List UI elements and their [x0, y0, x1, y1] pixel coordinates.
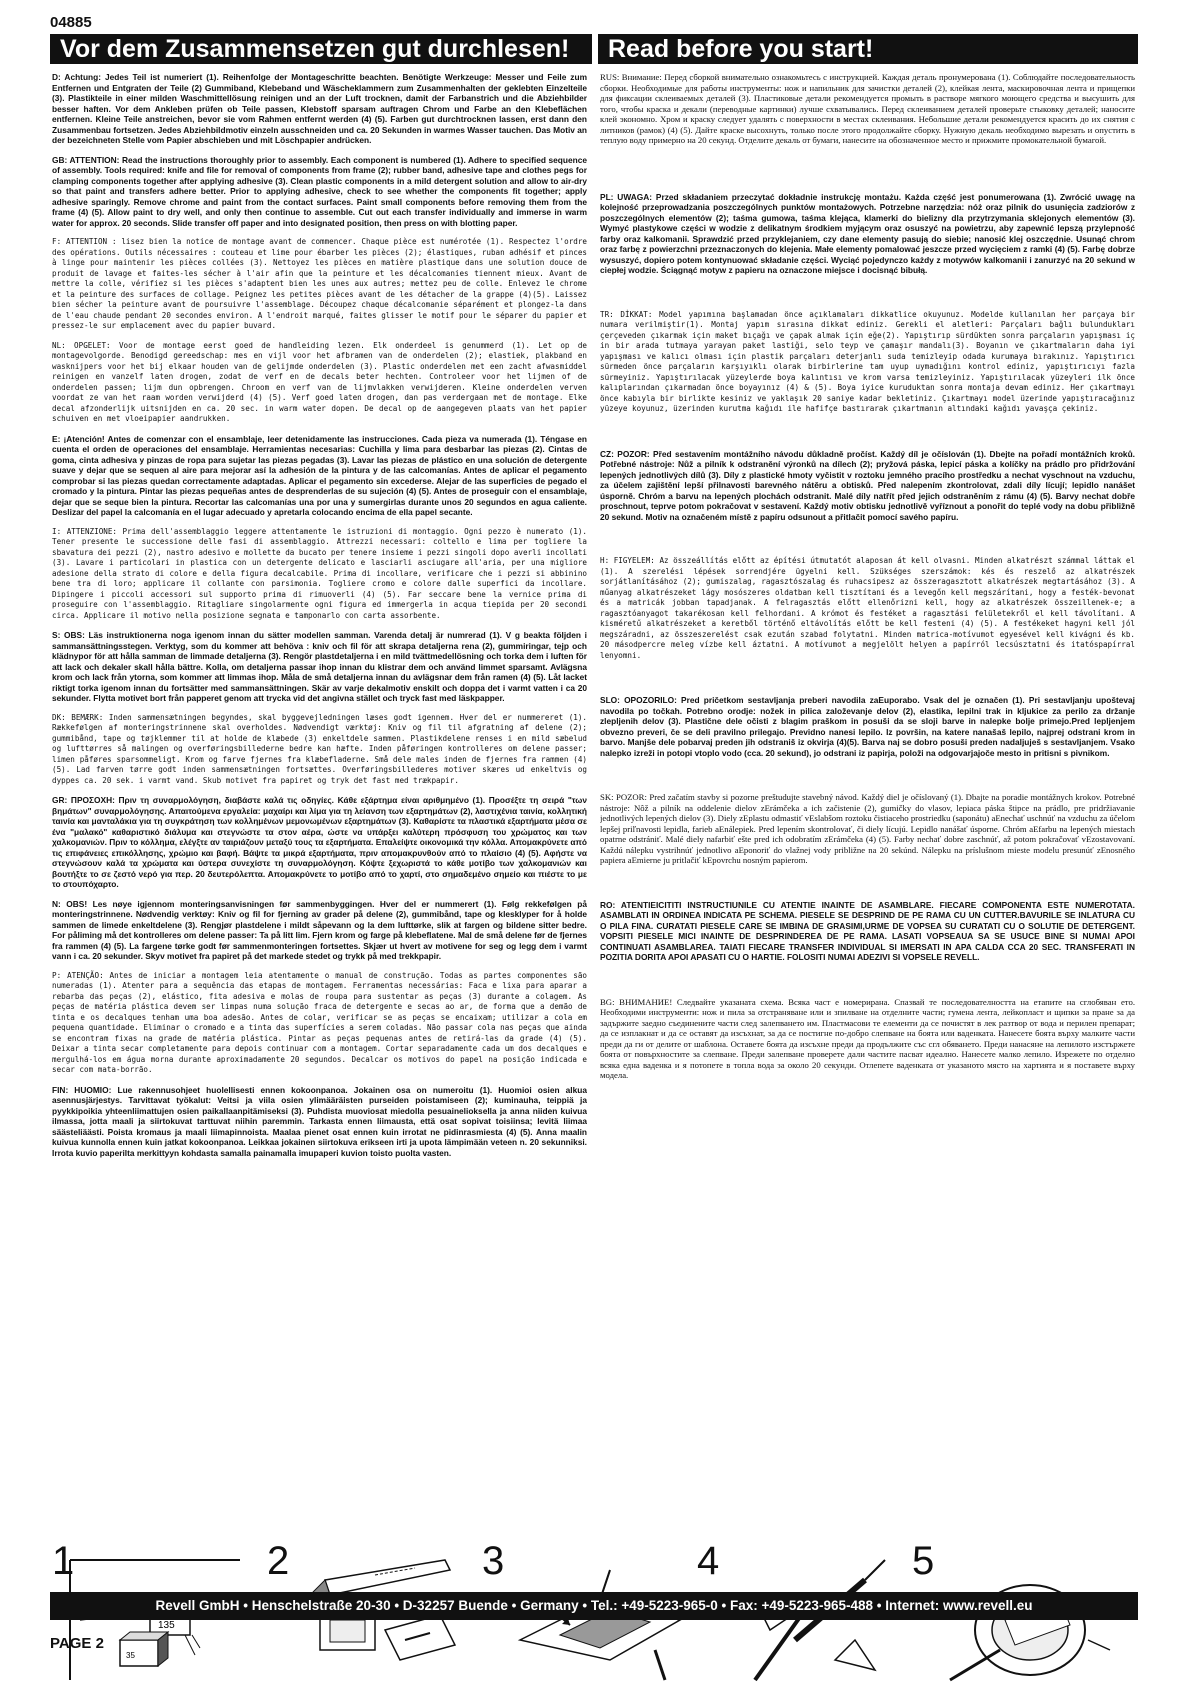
svg-text:35: 35 — [126, 1651, 135, 1660]
paragraph-bg: BG: ВНИМАНИЕ! Следвайте указаната схема. Всяка част е номерирана. Спазвай те последователността на етапите на сглобяван ето. Необходими инструменти: нож и пила за отстраняване или и зпилване на отделните части; гумена лента, лейкопласт и щипки за пране за да задържите заедно съединените части след залепването им. Пластмасови те елементи да се почистят в лек разтвор от вода и перилен препарат; да се изплакнат и да се оставят да изсъхнат, за да се постигне по-добро слепване на боята или ваденката. Нанесете боята върху малките части преди да ги от делите от шаблона. Оставете боята да изсъхне преди да продължите със сгл обяването. Преди нанасяне на лепилото изстържете боята от повърхностите за слепване. Преди залепване проверете дали частите пасват идеално. Нанесете малко лепило. Изрежете по отделно всяка една ваденка и я потопете в топла вода за около 20 секунди. Отлепете ваденката от указаното място на хартията и я поставете върху модела. — [600, 996, 1135, 1080]
paragraph-es: E: ¡Atención! Antes de comenzar con el ensamblaje, leer detenidamente las instrucciones. Cada pieza va numerada (1). Téngase en cuenta el orden de operaciones del ensamblaje. Herramientas necesarias: Cuchilla y lima para desbarbar las piezas (2). Cintas de goma, cinta adhesiva y pinzas de ropa para sujetar las piezas pegadas (3). Lavar las piezas de plástico en una solución de detergente suave y dejar que se sequen al aire para mejorar así la adhesión de la pintura y de las calcomanías. Antes de aplicar el pegamento comprobar si las piezas quedan correctamente adaptadas. Aplicar el pegamento sin excederse. Alejar de las superficies de pegado el cromado y la pintura. Pintar las piezas pequeñas antes de desprenderlas de su sujeción (4) (5). Antes de proseguir con el ensamblaje, dejar que se seque bien la pintura. Recortar las calcomanías una por una y sumergirlas durante unos 20 segundos en agua caliente. Deslizar del papel la calcomanía en el lugar adecuado y apretarla colocando encima de ella papel secante. — [52, 433, 587, 517]
step-number: 4 — [697, 1540, 720, 1583]
paragraph-se: S: OBS: Läs instruktionerna noga igenom innan du sätter modellen samman. Varenda detalj är numrerad (1). V g beakta följden i sammansättningsstegen. Verktyg, som du kommer att behöva : kniv och fil för att skrapa detaljerna rena (2), gummiringar, tejp och klädnypor för att hålla samman de limmade detaljerna (3). Rengör plastdetaljerna i en mild tvättmedellösning och torka dem i luften för att lack och dekaler skall hålla bättre. Kolla, om detaljerna passar ihop innan du klistrar dem och använd limmet sparsamt. Avlägsna krom och lack från ytorna, som kommer att limmas ihop. Måla de små detaljerna innan du avlägsnar dem från ramen (4) (5). Låt lacket riktigt torka igenom innan du fortsätter med sammansättningen. Skär av varje dekalmotiv enskilt och doppa det i varmt vatten i ca 20 sekunder. Flytta motivet bort från papperet genom att trycka vid det angivna stället och tryck fast med läskpapper. — [52, 630, 587, 703]
paragraph-slo: SLO: OPOZORILO: Pred pričetkom sestavljanja preberi navodila zaEuporabo. Vsak del je označen (1). Pri sestavljanju upoštevaj navodila po točkah. Potrebno orodje: nožek in pilica založevanje delov (2), elastika, lepilni trak in kljukice za perilo za držanje zlepljenih delov (3). Plastične dele očisti z blagim praškom in posuši da se sloji barve in nalepke bolje primejo.Pred lepljenjem obvezno preveri, če se deli pravilno prilegajo. Previdno nanesi lepilo. Iz površin, na katere nanašaš lepilo, najprej odstrani krom in barvo. Manjše dele pobarvaj preden jih odstraniš iz okvirja (4)(5). Barva naj se dobro posuši preden nadaljuješ s sestavljanjem. Vsako nalepko izreži in potopi vtoplo vodo (cca. 20 sekund), jo odstrani iz papirja, položi na odgovarjajoče mesto in pritisni s pivnikom. — [600, 695, 1135, 758]
step-number: 1 — [52, 1540, 75, 1583]
document-code: 04885 — [50, 14, 92, 31]
paragraph-tr: TR: DİKKAT: Model yapımına başlamadan önce açıklamaları dikkatlice okuyunuz. Modelde kullanılan her parçaya bir numara verilmiştir(1). Montaj yapım sırasına dikkat ediniz. Gerekli el aletleri: Parçaları bağlı bulundukları çerçeveden çıkarmak için maket bıçağı ve çapak almak için eğe(2). Yapıştırıp sürdükten sonra parçaların yapışması iç in bir arada tutmaya yarayan paket lastiği, selo teyp ve çamaşır mandalı(3). Boyanın ve çıkartmaların daha iyi yapışması ve kalıcı olması için plastik parçaları deterjanlı suda temizleyip odada kurumaya bırakınız. Yapıştırıcı sürmeden önce parçaların karşıyıklı olarak birbirlerine tam uyup uymadığını kontrol ediniz, yapıştırıcıyı fazla sürmeyiniz. Yapıştırılacak yüzeylerde boya kalıntısı ve krom varsa temizleyiniz. Yapıştırılacak yüzeyleri ilk önce kalıplarından çıkarmadan önce boyayınız (4) & (5). Boya iyice kuruduktan sonra montaja devam ediniz. Her çıkartmayı önce kabıyla bir birlikte kesiniz ve yaklaşık 20 saniye kadar bekletiniz. Çıkartmayı model üzerinde yapıştıracağınız yüzeye koyunuz, üzerinden kurutma kağıdı ile hafifçe bastırarak çıkartmanın altındaki kağıdı yavaşça çekiniz. — [600, 309, 1135, 413]
paragraph-rus: RUS: Внимание: Перед сборкой внимательно ознакомьтесь с инструкцией. Каждая деталь пронумерована (1). Соблюдайте последовательность сборки. Необходимые для работы инструменты: нож и напильник для зачистки деталей (2), клейкая лента, маскировочная лента и прищепки для фиксации склеиваемых деталей (3). Пластиковые детали рекомендуется промыть в растворе мягкого моющего средства и высушить для того, чтобы краска и декали (переводные картинки) лучше схватывались. Перед склеиванием деталей проверьте стыковку деталей; наносите клей экономно. Хром и краску следует удалять с поверхности в местах склеивания. Небольшие детали рекомендуется красить до их снятия с литников (рамок) (4) (5). Дайте краске высохнуть, только после этого продолжайте сборку. Нужную декаль необходимо вырезать и опустить в теплую воду примерно на 20 секунд. Отделите декаль от бумаги, нанесите на обозначенное место и прижмите промокательной бумагой. — [600, 72, 1135, 145]
paragraph-ro: RO: ATENTIEICITITI INSTRUCTIUNILE CU ATENTIE INAINTE DE ASAMBLARE. FIECARE COMPONENTA ESTE NUMEROTATA. ASAMBLATI IN ORDINEA INDICATA PE SCHEMA. PIESELE SE DESPRIND DE PE RAMA CU UN CUTTER.BAVURILE SE INLATURA CU O PILA FINA. CURATATI PIESELE CARE SE IMBINA DE GRASIMI,URME DE VOPSEA SU CURATATI CU O SOLUTIE DE DETERGENT. VOPSITI PIESELE MICI INAINTE DE DESPRINDEREA DE PE RAMA. LASATI VOPSEAUA SA SE USUCE BINE SI NUMAI APOI CONTINUATI ASAMBLAREA. TAIATI FIECARE TRANSFER INDIVIDUAL SI IMERSATI IN APA CALDA CCA 20 SEC. TRANSFERATI IN POZITIA DORITA APOI APASATI CU O HARTIE. FOLOSITI NUMAI ADEZIVI SI VOPSELE REVELL. — [600, 899, 1135, 962]
paragraph-nl: NL: OPGELET: Voor de montage eerst goed de handleiding lezen. Elk onderdeel is genummerd (1). Let op de montagevolgorde. Benodigd gereedschap: mes en vijl voor het afbramen van de onderdelen (2); elastiek, plakband en wasknijpers voor het bij elkaar houden van de gelijmde onderdelen (3). Plastic onderdelen met een zacht afwasmiddel reinigen en vanzelf laten drogen, zodat de verf en de decals beter hechten. Controleer voor het lijmen of de onderdelen passen; lijm dun opbrengen. Chroom en verf van de lijmvlakken verwijderen. Kleine onderdelen verven voordat ze van het raam worden verwijderd (4) (5). Verf goed laten drogen, dan pas verdergaan met de montage. Elke decal afzonderlijk uitsnijden en ca. 20 sec. in warm water dopen. De decal op de aangegeven plaats van het papier schuiven en met vloeipapier aandrukken. — [52, 340, 587, 423]
paragraph-pt: P: ATENÇÃO: Antes de iniciar a montagem leia atentamente o manual de construção. Todas as partes componentes são numeradas (1). Atenter para a sequência das etapas de montagem. Ferramentas necessárias: Faca e lixa para aparar a rebarba das peças (2), elástico, fita adesiva e molas de roupa para sustentar as peças (3) durante a colagem. As peças de matéria plástica devem ser limpas numa solução fraca de detergente e secas ao ar, de forma que a demão de tinta e os decalques tenham uma boa adesão. Antes de colar, verificar se as peças se encaixam; utilizar a cola em pequena quantidade. Eliminar o cromado e a tinta das superfícies a serem coladas. Não passar cola nas peças que ainda se encontram fixas na grade de matéria plástica. Pintar as peças pequenas antes de retirá-las da grade (4) (5). Deixar a tinta secar completamente para depois continuar com a montagem. Cortar separadamente cada um dos decalques e mergulhá-los em água morna durante aproximadamente 20 segundos. Decalcar os motivos do papel na posição indicada e secar com mata-borrão. — [52, 970, 587, 1074]
paragraph-de: D: Achtung: Jedes Teil ist numeriert (1). Reihenfolge der Montageschritte beachten. Benötigte Werkzeuge: Messer und Feile zum Entfernen und Entgraten der Teile (2) Gummiband, Klebeband und Wäscheklammern zum Zusammenhalten der geklebten Einzelteile (3). Plastikteile in einer milden Waschmittellösung reinigen und an der Luft trocknen, damit der Farbanstrich und die Abziehbilder besser haften. Vor dem Ankleben prüfen ob Teile passen, Klebstoff sparsam auftragen Chrom und Farbe an den Klebeflächen entfernen. Kleine Teile anstreichen, bevor sie vom Rahmen entfernt werden (4) (5). Farben gut durchtrocknen lassen, erst dann den Zusammenbau fortsetzen. Jedes Abziehbildmotiv einzeln ausschneiden und ca. 20 Sekunden in warmes Wasser tauchen. Das Motiv an der bezeichneten Stelle vom Papier abschieben und mit Löschpapier andrücken. — [52, 72, 587, 145]
svg-text:135: 135 — [158, 1620, 175, 1631]
header-german: Vor dem Zusammensetzen gut durchlesen! — [50, 34, 592, 64]
header-english: Read before you start! — [598, 34, 1138, 64]
step-number: 5 — [912, 1540, 935, 1583]
company-address-footer: Revell GmbH • Henschelstraße 20-30 • D-32257 Buende • Germany • Tel.: +49-5223-965-0 • Fax: +49-5223-965-488 • Internet: www.revell.eu — [50, 1592, 1138, 1620]
paragraph-pl: PL: UWAGA: Przed składaniem przeczytać dokładnie instrukcję montażu. Każda część jest ponumerowana (1). Zwrócić uwagę na kolejność przeprowadzania poszczególnych punktów montażowych. Potrzebne narzędzia: nóż oraz pilnik do usunięcia zadziorów z poszczególnych elementów (2); taśma gumowa, taśma klejąca, klamerki do bielizny dla przytrzymania sklejonych elementów (3). Wymyć plastykowe części w wodzie z delikatnym środkiem myjącym oraz osuszyć na powietrzu, aby zapewnić lepszą przylepność farby oraz kalkomanii. Sprawdzić przed przyklejaniem, czy dane elementy pasują do siebie; nanosić klej oszczędnie. Usunąć chrom oraz farbę z powierzchni przeznaczonych do klejenia. Małe elementy pomalować jeszcze przed wycięciem z ramki (4) (5). Farbę dobrze wysuszyć, dopiero potem kontynuować składanie części. Wyciąć pojedynczo każdy z motywów kalkomanii i zanurzyć na 20 sekund w ciepłej wodzie. Ściągnąć motyw z papieru na oznaczone miejsce i docisnąć bibułą. — [600, 191, 1135, 275]
paragraph-fin: FIN: HUOMIO: Lue rakennusohjeet huolellisesti ennen kokoonpanoa. Jokainen osa on numeroitu (1). Huomioi osien alkua asennusjärjestys. Tarvittavat työkalut: Veitsi ja viila osien ylimääräisten purseiden poistamiseen (2); kuminauha, teippiä ja pyykkipoikia yhteenliimattujen osien paikallaanpitämiseksi (3). Puhdista muoviosat miedolla pesuainelioksella ja anna niiden kuivua ilmassa, jotta maali ja siirtokuvat tarttuvat niihin paremmin. Tarkasta ennen liimausta, että osat sopivat toisiinsa; levitä liimaa säästeliäästi. Poista kromaus ja maali liimapinnoista. Maalaa pienet osat ennen kuin irrotat ne pidinrasmiesta (4) (5). Anna maalin kuivua kunnolla ennen kuin jatkat kokoonpanoa. Leikkaa jokainen siirtokuva erikseen irti ja upota lämpimään veteen n. 20 sekunniksi. Irrota kuvio paperilta merkittyyn kohdasta samalla painamalla imupaperi kuvion toisto puolta vasten. — [52, 1084, 587, 1158]
paragraph-hu: H: FIGYELEM: Az összeállítás előtt az építési útmutatót alaposan át kell olvasni. Minden alkatrészt számmal láttak el (1). A szerelési lépések sorrendjére ügyelni kell. Szükséges szerszámok: kés és reszelő az alkatrészek sorjátlanításához (2); gumiszalag, ragasztószalag és ruhacsipesz az összeragasztott alkatrészek megtartásához (3). A műanyag alkatrészeket lágy mosószeres oldatban kell tisztítani és a levegőn kell megszárítani, hogy a festék-bevonat és a matricák jobban tapadjanak. A felragasztás előtt ellenőrizni kell, hogy az alkatrészek összeillenek-e; a ragasztóanyagot takarékosan kell felhordani. A krómot és festéket a ragasztási felületekről el kell távolítani. A kisméretű alkatrészeket a keretből történő eltávolítás előtt be kell festeni (4) (5). A festékeket hagyni kell jól megszáradni, az összeszerelést csak ezután szabad folytatni. Minden matrica-motívumot egyesével kell kivágni és kb. 20 másodpercre meleg vízbe kell áztatni. A motívumot a megjelölt helyen a papírról lecsúsztatni és itatóspapírral lenyomni. — [600, 556, 1135, 660]
paragraph-gr: GR: ΠΡΟΣΟΧΗ: Πριν τη συναρμολόγηση, διαβάστε καλά τις οδηγίες. Κάθε εξάρτημα είναι αριθμημένο (1). Προσέξτε τη σειρά "των βημάτων" συναρμολόγησης. Απαιτούμενα εργαλεία: μαχαίρι και λίμα για τη λείανση των εξαρτημάτων (2), λαστιχένια ταινία, κολλητική ταινία και μανταλάκια για τη συγκράτηση των κολλημένων μεμονωμένων εξαρτημάτων (3). Καθαρίστε τα πλαστικά εξαρτήματα μέσα σε ένα "μαλακό" καθαριστικό διάλυμα και στεγνώστε τα στον αέρα, ώστε να υπάρξει καλύτερη πρόσφυση του χρώματος και των χαλκομανιών. Πριν το κόλλημα, ελέγξτε αν ταιριάζουν μεταξύ τους τα εξαρτήματα. Επαλείψτε οικονομικά την κόλλα. Απομακρύνετε από τις επιφάνειες επικόλλησης, χρώμιο και βαφή. Βάψτε τα μικρά εξαρτήματα, πριν απομακρυνθούν από το πλαίσιο (4) (5). Αφήστε να στεγνώσουν καλά τα χρώματα και ύστερα συνεχίστε τη συναρμολόγηση. Κόψτε ξεχωριστά το κάθε μοτίβο των χαλκομανιών και βουτήξτε το σε ζεστό νερό για περ. 20 δευτερόλεπτα. Απομακρύνετε το μοτίβο από το χαρτί, στο σημαδεμένο σημείο και πιέστε το με το στουπόχαρτο. — [52, 795, 587, 889]
left-language-column — [52, 72, 587, 1532]
page-number: PAGE 2 — [50, 1635, 104, 1652]
right-language-column — [600, 72, 1135, 1532]
step-number: 3 — [482, 1540, 505, 1583]
paragraph-cz: CZ: POZOR: Před sestavením montážního návodu důkladně pročíst. Každý díl je očíslován (1). Dbejte na pořadí montážních kroků. Potřebné nástroje: Nůž a pilník k odstranění výronků na dílech (2); pryžová páska, lepicí páska a kolíčky na prádlo pro přidržování lepených jednotlivých dílů (3). Díly z plastické hmoty vyčistit v roztoku jemného pracího prostředku a nechat vyschnout na vzduchu, za účelem zajištění lepší přilnavosti barevného nátěru a obtisků. Před nalepením zkontrolovat, zdali díly lícují; lepidlo nanášet úsporně. Chróm a barvu na lepených plochách odstranit. Malé díly natřít před jejich odstraněním z rámu (4) (5). Barvy nechat dobře proschnout, teprve potom pokračovat v sestavení. Každý motiv obtisku jednotlivě vyříznout a ponořit do teplé vody na dobu přibližně 20 sekund. Motiv na označeném místě z papíru odsunout a přitlačit pomocí savého papíru. — [600, 448, 1135, 522]
paragraph-gb: GB: ATTENTION: Read the instructions thoroughly prior to assembly. Each component is numbered (1). Adhere to specified sequence of assembly. Tools required: knife and file for removal of components from frame (2); rubber band, adhesive tape and clothes pegs for clamping components together after applying adhesive (3). Clean plastic components in a mild detergent solution and allow to air-dry so that paint and transfers adhere better. Prior to applying adhesive, check to see whether the components fit together; apply adhesive sparingly. Remove chrome and paint from the contact surfaces. Paint small components before removing them from the frame (4) (5). Allow paint to dry well, and only then continue to assemble. Cut out each transfer individually and immerse in warm water for approx. 20 seconds. Slide transfer off paper and into designated position, then press on with blotting paper. — [52, 154, 587, 228]
step-number: 2 — [267, 1540, 290, 1583]
paragraph-sk: SK: POZOR: Pred začatím stavby si pozorne preštudujte stavebný návod. Každý diel je očíslovaný (1). Dbajte na poradie montážnych krokov. Potrebné nástroje: Nôž a pilník na oddelenie dielov zErámčeka a ich začistenie (2), gumičky do vlasov, lepiaca páska štipce na prádlo, pre pridržiavanie jednotlivých lepených dielov (3). Diely zEplastu odmastiť vEslabšom roztoku čistiaceho prostriedku (saponátu) aEnechať uschnúť na vzduchu za účelom lepšej priľnavosti lepidla, farieb aEnálepiek. Pred lepením skontrolovať, či diely lícujú. Lepidlo nanášať úsporne. Chróm aEfarbu na lepených miestach opatrne odstrániť. Malé diely nafarbiť ešte pred ich odobratím zErámčeka (4) (5). Farby nechať dobre zaschnúť, až potom pokračovať vEzostavovaní. Každú nálepku vystrihnúť jednotlivo aEponoriť do vlažnej vody približne na 20 sekúnd. Nálepku na príslušnom mieste modelu presunúť zEnosného papiera aEmierne ju pritlačiť kEpovrchu nosným papierom. — [600, 792, 1135, 865]
paragraph-no: N: OBS! Les nøye igjennom monteringsanvisningen før sammenbyggingen. Hver del er nummerert (1). Følg rekkefølgen på monteringstrinnene. Nødvendig verktøy: Kniv og fil for fjerning av grader på delene (2), gummibånd, tape og klesklyper for å holde sammen de limede enkeltdelene (3). Rengjør plastdelene i mildt såpevann og la dem lufttørke, slik at fargen og bildene sitter bedre. For påliming må det kontrolleres om delene passer: Ta på litt lim. Fjern krom og farge på klebeflatene. Mal de små delene før de fjernes fra rammen (4) (5). La fargene tørke godt før sammenmonteringen fortsettes. Skjær ut hvert av motivene for seg og legg dem i varmt vann i ca. 20 sekunder. Skyv motivet fra papiret på det markede stedet og trykk på med trekkpapir. — [52, 898, 587, 961]
paragraph-it: I: ATTENZIONE: Prima dell'assemblaggio leggere attentamente le istruzioni di montaggio. Ogni pezzo è numerato (1). Tener presente le successione delle fasi di assemblaggio. Attrezzi necessari: coltello e lima per togliere la sbavatura dei pezzi (2), nastro adesivo e mollette da bucato per tenere insieme i pezzi singoli dopo averli incollati (3). Lavare i particolari in plastica con un detergente delicato e lasciarli asciugare all'aria, per una migliore adesione della strato di colore e della figura decalcabile. Prima di incollare, verificare che i pezzi si abbinino bene tra di loro; applicare il collante con parsimonia. Togliere cromo e colore dalle superfici da incollare. Dipingere i piccoli accessori sul supporto prima di rimuoverli (4) (5). Far seccare bene la vernice prima di proseguire con l'assemblaggio. Ritagliare singolarmente ogni figura ed immergerla in acqua tiepida per 20 secondi circa. Applicare il motivo nella posizione segnata e tamponarlo con carta assorbente. — [52, 526, 587, 620]
paragraph-dk: DK: BEMÆRK: Inden sammensætningen begyndes, skal byggevejledningen læses godt igennem. Hver del er nummereret (1). Rækkefølgen af monteringstrinnene skal overholdes. Nødvendigt værktøj: Kniv og fil til afgratning af delene (2); gummibånd, tape og tøjklemmer til at holde de klæbede (3) enkeltdele sammen. Plastikdelene renses i en mild sæbelud og lufttørres så malingen og overføringsbillederne bedre kan hæfte. Inden påføringen kontrolleres om delene passer; limen påføres sparsommeligt. Krom og farve fjernes fra klæbefladerne. Små dele males inden de fjernes fra rammen (4) (5). Lad farven tørre godt inden sammensætningen fortsættes. Overføringsbillederes motiver skæres ud enkeltvis og dyppes ca. 20 sek. i varmt vand. Skub motivet fra papiret og tryk det fast med trækpapir. — [52, 712, 587, 785]
paragraph-fr: F: ATTENTION : lisez bien la notice de montage avant de commencer. Chaque pièce est numérotée (1). Respectez l'ordre des opérations. Outils nécessaires : couteau et lime pour ébarber les pièces (2); élastiques, ruban adhésif et pinces à linge pour maintenir les pièces collées (3). Nettoyez les pièces en matière plastique dans une solution douce de produit de lavage et faites-les sécher à l'air afin que la peinture et les décalcomanies tiennent mieux. Avant de mettre la colle, vérifiez si les pièces s'adaptent bien les unes aux autres; mettez peu de colle. Enlevez le chrome et la peinture des surfaces de collage. Peignez les petites pièces avant de les détacher de la grappe (4)(5). Laissez bien sécher la peinture avant de poursuivre l'assemblage. Découpez chaque décalcomanie séparément et plongez-la dans de l'eau chaude pendant 20 secondes environ. A l'endroit marqué, faites glisser le motif pour le séparer du papier et pressez-le sur emplacement avec du papier buvard. — [52, 237, 587, 330]
